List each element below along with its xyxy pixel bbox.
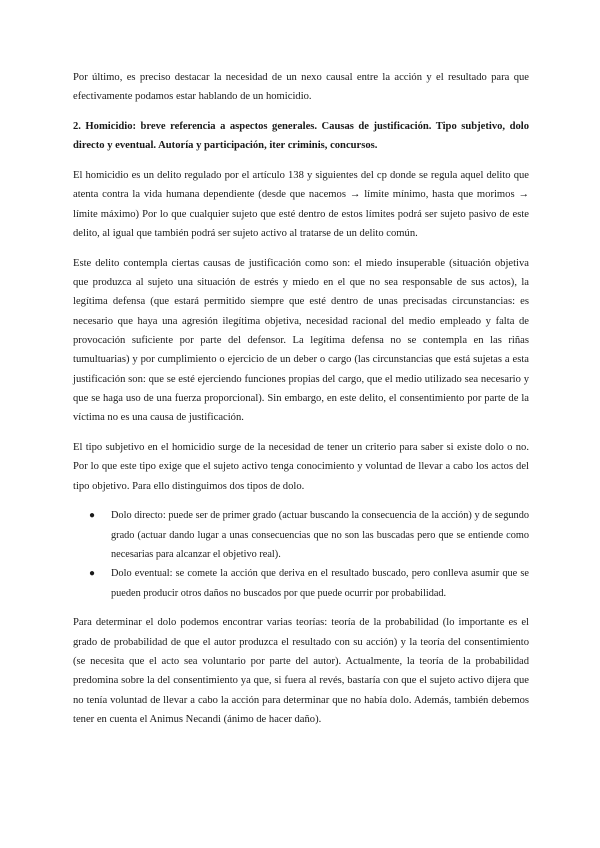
list-item-dolo-eventual — [73, 564, 529, 603]
paragraph-causas-justificacion: Este delito contempla ciertas causas de justificación como son: el miedo insuperable (situación objetiva que produzca al sujeto una situación de estrés y miedo en el que no sea responsable de sus actos), la legítima defensa (que estará permitido siempre que esté dentro de unas precisadas circunstancias: es necesario que haya una agresión ilegítima objetiva, necesidad racional del medio empleado y falta de provocación suficiente por parte del defensor. La legítima defensa no se contempla en las riñas tumultuarias) y por cumplimiento o ejercicio de un deber o cargo (las circunstancias que está sujetas a esta justificación son: que se esté ejerciendo funciones propias del cargo, que el medio utilizado sea necesario y que se haga uso de una fuerza proporcional). Sin embargo, en este delito, el consentimiento por parte de la víctima no es una causa de justificación. — [73, 257, 529, 424]
paragraph-tipo-subjetivo: El tipo subjetivo en el homicidio surge de la necesidad de tener un criterio para saber si existe dolo o no. Por lo que este tipo exige que el sujeto activo tenga conocimiento y voluntad de llevar a cabo los actos del tipo objetivo. Para ello distinguimos dos tipos de dolo. — [73, 442, 529, 492]
document-page — [73, 68, 529, 729]
paragraph-homicidio-regulacion: El homicidio es un delito regulado por el artículo 138 y siguientes del cp donde se regula aquel delito que atenta contra la vida humana dependiente (desde que nacemos → límite mínimo, hasta que morimos → límite máximo) Por lo que cualquier sujeto que esté dentro de estos límites podrá ser sujeto pasivo de este delito, al igual que también podrá ser sujeto activo al tratarse de un delito común. — [73, 170, 529, 240]
list-item-text: Dolo directo: puede ser de primer grado (actuar buscando la consecuencia de la acción) y de segundo grado (actuar dando lugar a unas consecuencias que no son las buscadas pero que se entiende como necesarias para alcanzar el objetivo real). — [111, 510, 529, 561]
intro-paragraph: Por último, es preciso destacar la necesidad de un nexo causal entre la acción y el resultado para que efectivamente podamos estar hablando de un homicidio. — [73, 72, 529, 103]
list-item-dolo-directo — [73, 506, 529, 564]
section-heading: 2. Homicidio: breve referencia a aspectos generales. Causas de justificación. Tipo subjetivo, dolo directo y eventual. Autoría y participación, iter criminis, concursos. — [73, 121, 529, 152]
list-item-text: Dolo eventual: se comete la acción que deriva en el resultado buscado, pero conlleva asumir que se pueden producir otros daños no buscados por que puede ocurrir por probabilidad. — [111, 568, 529, 599]
paragraph-teorias-dolo: Para determinar el dolo podemos encontrar varias teorías: teoría de la probabilidad (lo importante es el grado de probabilidad de que el autor produzca el resultado con su acción) y la teoría del consentimiento (se necesita que el acto sea voluntario por parte del autor). Actualmente, la teoría de la probabilidad predomina sobre la del consentimiento ya que, si fuera al revés, bastaría con que el sujeto activo dijera que no tenía voluntad de llevar a cabo la acción para determinar que no había dolo. Además, también debemos tener en cuenta el Animus Necandi (ánimo de hacer daño). — [73, 617, 529, 725]
bullet-icon: ● — [89, 568, 96, 580]
bullet-icon: ● — [89, 510, 96, 522]
dolo-types-list — [73, 506, 529, 602]
